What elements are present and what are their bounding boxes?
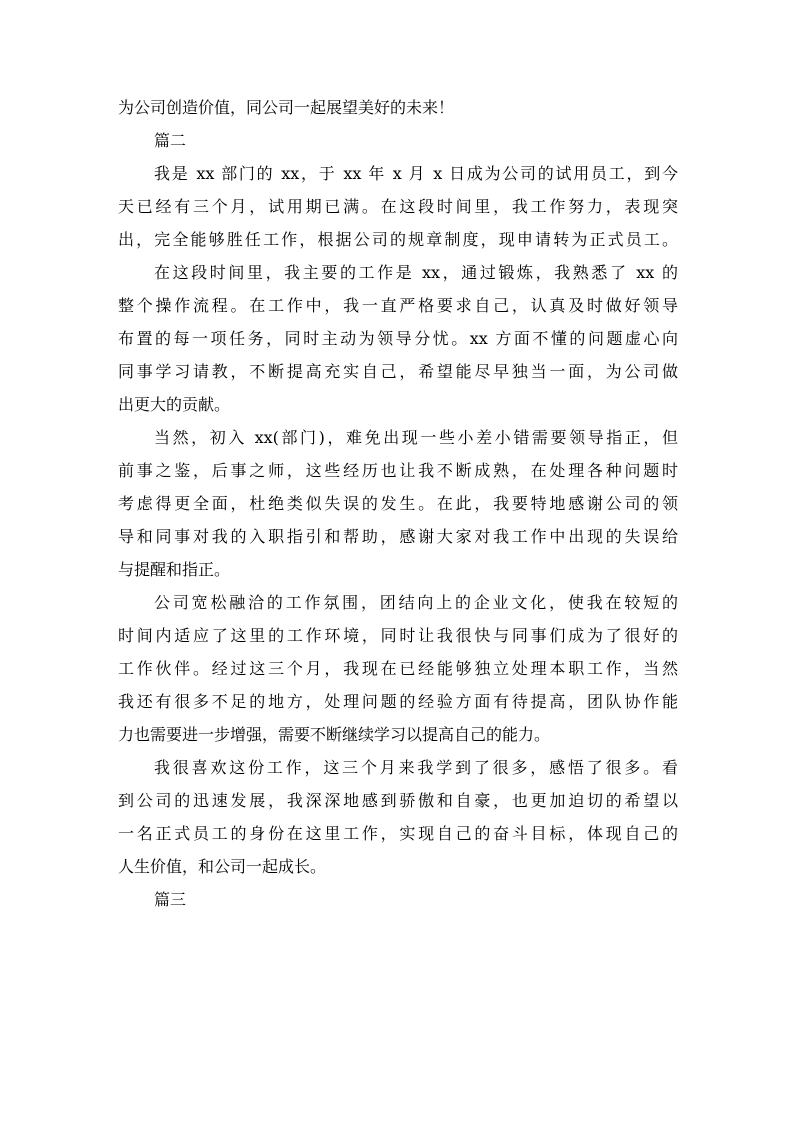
paragraph-line: 考虑得更全面，杜绝类似失误的发生。在此，我要特地感谢公司的领 [118, 494, 678, 513]
paragraph-line: 力也需要进一步增强，需要不断继续学习以提高自己的能力。 [118, 725, 551, 744]
paragraph-line: 时间内适应了这里的工作环境，同时让我很快与同事们成为了很好的 [118, 626, 678, 645]
paragraph-line: 工作伙伴。经过这三个月，我现在已经能够独立处理本职工作，当然 [118, 659, 678, 678]
paragraph-4 [118, 586, 678, 751]
paragraph-line: 出，完全能够胜任工作，根据公司的规章制度，现申请转为正式员工。 [118, 230, 678, 249]
paragraph-2 [118, 256, 678, 421]
paragraph-line: 我是 xx 部门的 xx，于 xx 年 x 月 x 日成为公司的试用员工，到今 [154, 164, 678, 183]
section-three-heading: 篇三 [154, 890, 187, 909]
opening-line: 为公司创造价值，同公司一起展望美好的未来！ [118, 98, 455, 117]
paragraph-line: 在这段时间里，我主要的工作是 xx，通过锻炼，我熟悉了 xx 的 [154, 263, 678, 282]
paragraph-line: 当然，初入 xx(部门)，难免出现一些小差小错需要领导指正，但 [154, 428, 678, 447]
paragraph-line: 公司宽松融洽的工作氛围，团结向上的企业文化，使我在较短的 [154, 593, 678, 612]
paragraph-line: 我还有很多不足的地方，处理问题的经验方面有待提高，团队协作能 [118, 692, 678, 711]
paragraph-3 [118, 421, 678, 586]
paragraph-line: 一名正式员工的身份在这里工作，实现自己的奋斗目标，体现自己的 [118, 824, 678, 843]
paragraph-1 [118, 157, 678, 256]
paragraph-line: 布置的每一项任务，同时主动为领导分忧。xx 方面不懂的问题虚心向 [118, 329, 678, 348]
paragraph-line: 导和同事对我的入职指引和帮助，感谢大家对我工作中出现的失误给 [118, 527, 678, 546]
paragraph-line: 整个操作流程。在工作中，我一直严格要求自己，认真及时做好领导 [118, 296, 678, 315]
paragraph-line: 前事之鉴，后事之师，这些经历也让我不断成熟，在处理各种问题时 [118, 461, 678, 480]
paragraph-line: 出更大的贡献。 [118, 395, 231, 414]
paragraph-line: 人生价值，和公司一起成长。 [118, 857, 327, 876]
document-page [118, 91, 678, 916]
paragraph-line: 与提醒和指正。 [118, 560, 231, 579]
paragraph-5 [118, 751, 678, 883]
paragraph-line: 天已经有三个月，试用期已满。在这段时间里，我工作努力，表现突 [118, 197, 678, 216]
paragraph-line: 到公司的迅速发展，我深深地感到骄傲和自豪，也更加迫切的希望以 [118, 791, 678, 810]
paragraph-line: 我很喜欢这份工作，这三个月来我学到了很多，感悟了很多。看 [154, 758, 678, 777]
paragraph-line: 同事学习请教，不断提高充实自己，希望能尽早独当一面，为公司做 [118, 362, 678, 381]
section-two-heading: 篇二 [154, 131, 187, 150]
